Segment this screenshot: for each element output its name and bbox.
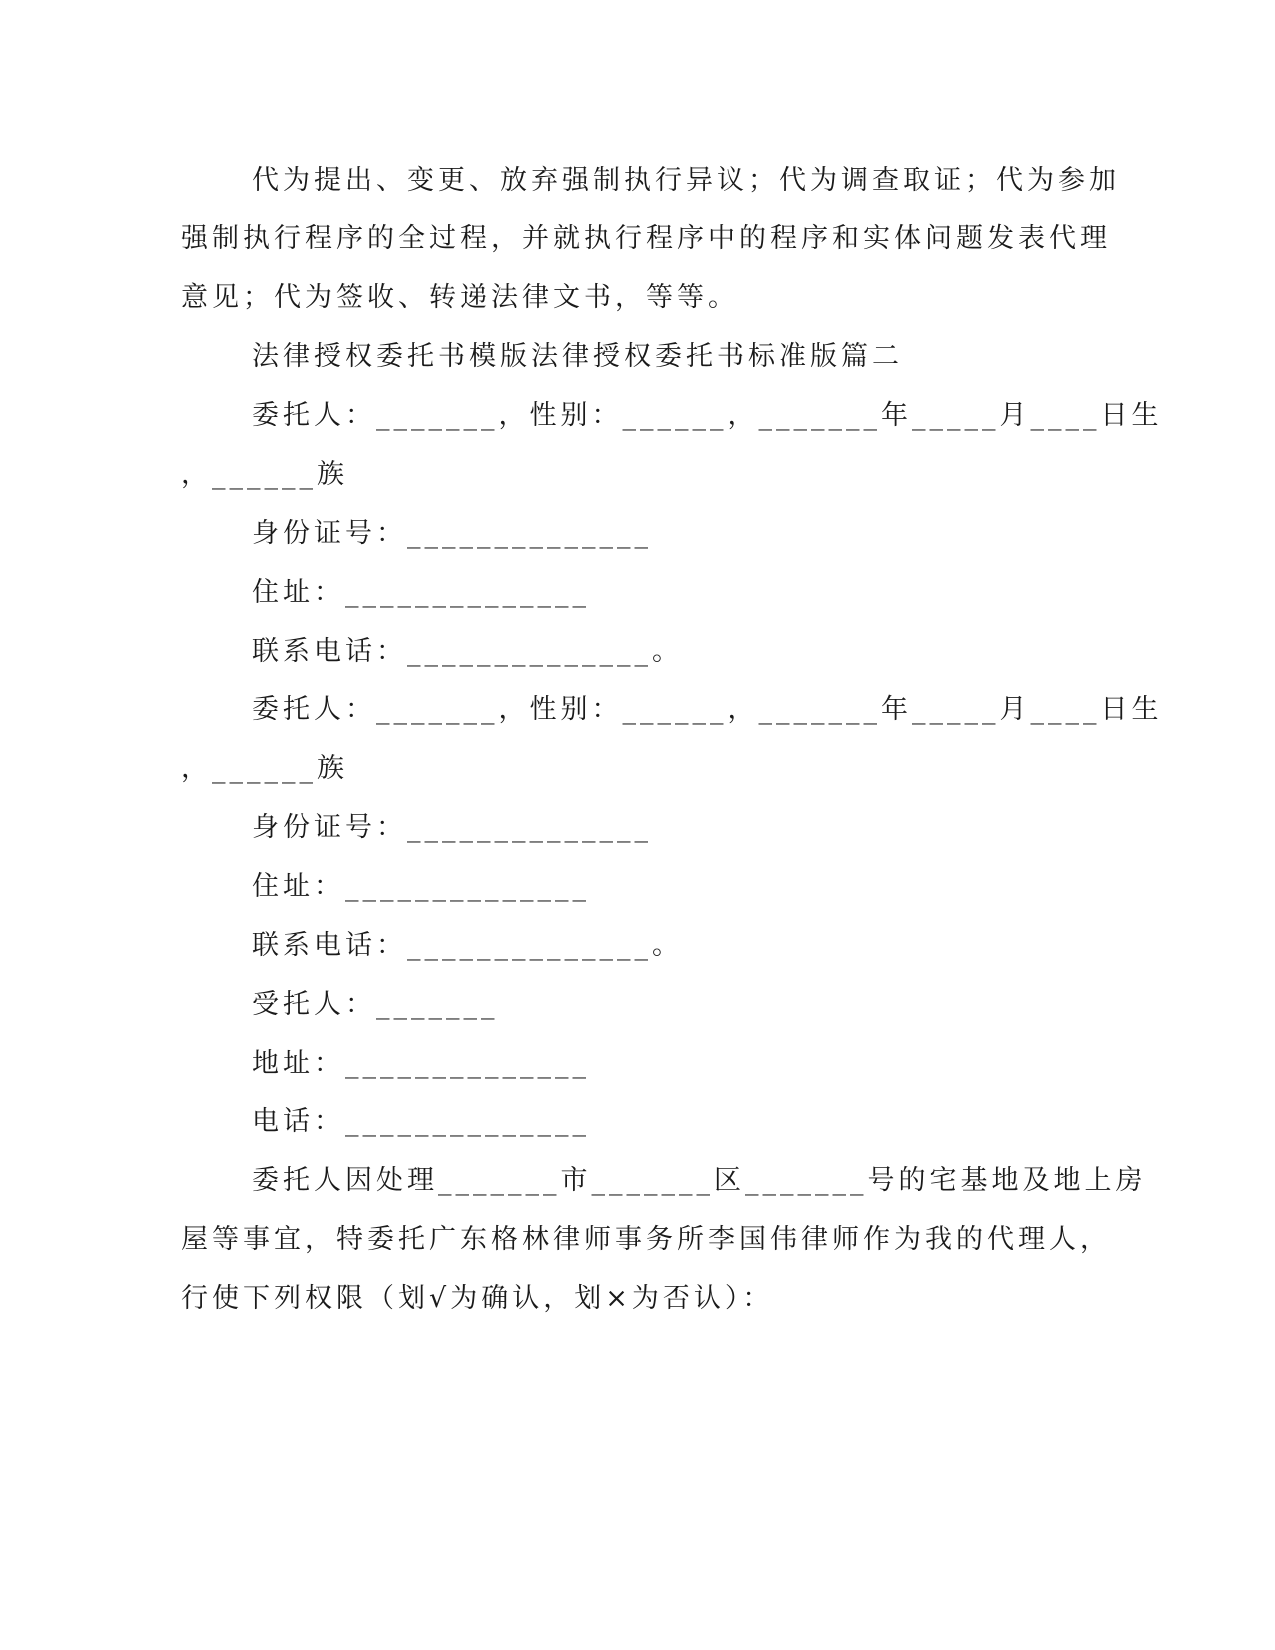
text-line: 住址：______________	[252, 871, 590, 902]
text-line: 身份证号：______________	[252, 812, 652, 843]
text-line: ，______族	[181, 753, 348, 784]
text-line: 受托人：_______	[252, 989, 499, 1020]
text-line: 意见；代为签收、转递法律文书，等等。	[181, 282, 739, 313]
text-line: 联系电话：______________。	[252, 930, 683, 961]
text-line: 地址：______________	[252, 1048, 590, 1079]
text-line: 电话：______________	[252, 1106, 590, 1137]
text-line: 委托人：_______，性别：______，_______年_____月____日生	[252, 694, 1163, 725]
text-line: 屋等事宜，特委托广东格林律师事务所李国伟律师作为我的代理人，	[181, 1224, 1111, 1255]
text-line: 住址：______________	[252, 577, 590, 608]
text-line: 联系电话：______________。	[252, 636, 683, 667]
text-line: 身份证号：______________	[252, 518, 652, 549]
text-line: 行使下列权限（划√为确认，划×为否认）：	[181, 1283, 774, 1314]
text-line: ，______族	[181, 459, 348, 490]
text-line: 委托人：_______，性别：______，_______年_____月____日生	[252, 400, 1163, 431]
text-line: 代为提出、变更、放弃强制执行异议；代为调查取证；代为参加	[252, 165, 1120, 196]
section-heading: 法律授权委托书模版法律授权委托书标准版篇二	[252, 341, 903, 372]
text-line: 委托人因处理_______市_______区_______号的宅基地及地上房	[252, 1165, 1147, 1196]
text-line: 强制执行程序的全过程，并就执行程序中的程序和实体问题发表代理	[181, 223, 1111, 254]
